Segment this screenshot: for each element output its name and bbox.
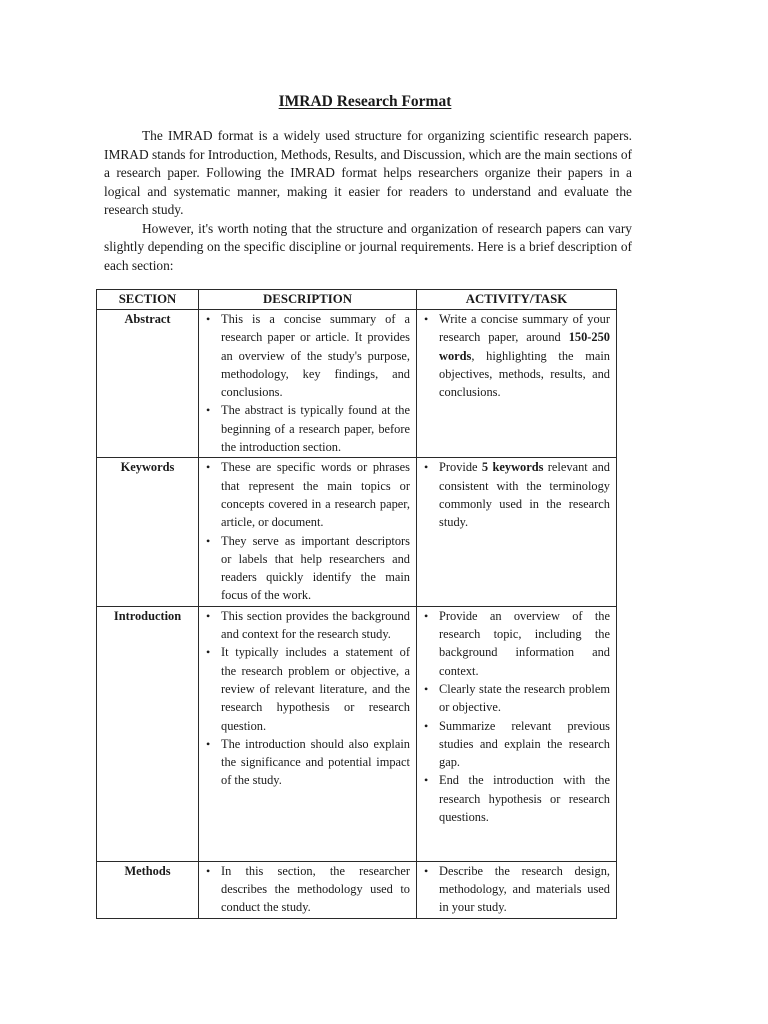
description-item: • These are specific words or phrases that represent the main topics or concepts covered in a research paper, article, or document. [206,460,410,530]
description-cell [199,606,417,861]
activity-item: • Summarize relevant previous studies and explain the research gap. [424,718,610,770]
imrad-table [96,289,617,919]
header-activity: ACTIVITY/TASK [417,290,617,310]
description-item: • It typically includes a statement of the research problem or objective, a review of relevant literature, and the research hypothesis or research question. [206,645,410,733]
description-item: • They serve as important descriptors or labels that help researchers and readers quickly identify the main focus of the work. [206,533,410,603]
table-header-row [97,290,617,310]
activity-item: • Clearly state the research problem or objective. [424,681,610,715]
bullet-icon: • [206,312,211,326]
bullet-icon: • [206,863,211,878]
activity-cell [417,310,617,458]
table-row [97,606,617,861]
bullet-icon: • [424,460,429,475]
section-name: Methods [97,861,199,918]
section-name: Keywords [97,458,199,606]
activity-cell [417,861,617,918]
description-item: • In this section, the researcher describes the methodology used to conduct the study. [206,863,410,915]
intro-paragraph: The IMRAD format is a widely used structure for organizing scientific research papers. IMRAD stands for Introduction, Methods, Results, and Discussion, which are the main sections of a research paper. Following the IMRAD format helps researchers organize their papers in a logical and systematic manner, making it easier for readers to understand and evaluate the research study. [104,128,632,217]
description-cell [199,310,417,458]
description-item: • The abstract is typically found at the beginning of a research paper, before the introduction section. [206,403,410,455]
bullet-icon: • [424,608,429,623]
bullet-icon: • [424,312,429,326]
description-cell [199,861,417,918]
bullet-icon: • [424,773,429,788]
description-item: • This section provides the background and context for the research study. [206,608,410,642]
bullet-icon: • [206,736,211,751]
header-description: DESCRIPTION [199,290,417,310]
bullet-icon: • [424,718,429,733]
description-item: • The introduction should also explain the significance and potential impact of the study. [206,736,410,788]
section-name: Abstract [97,310,199,458]
header-section: SECTION [97,290,199,310]
table-row [97,310,617,458]
bullet-icon: • [206,460,211,475]
description-cell [199,458,417,606]
intro-paragraph: However, it's worth noting that the structure and organization of research papers can vary slightly depending on the specific discipline or journal requirements. Here is a brief description of each section: [104,220,632,273]
section-name: Introduction [97,606,199,861]
description-item: • This is a concise summary of a research paper or article. It provides an overview of the study's purpose, methodology, key findings, and conclusions. [206,312,410,400]
activity-cell [417,458,617,606]
page-title: IMRAD Research Format [278,93,452,110]
bullet-icon: • [206,645,211,660]
activity-item: • Provide an overview of the research topic, including the background information and context. [424,608,610,678]
bullet-icon: • [424,681,429,696]
table-row [97,458,617,606]
bullet-icon: • [206,403,211,418]
activity-item: • Describe the research design, methodology, and materials used in your study. [424,863,610,915]
intro-text [104,127,632,275]
activity-cell [417,606,617,861]
activity-item: • Write a concise summary of your research paper, around 150-250 words, highlighting the main objectives, methods, results, and conclusions. [424,312,610,400]
bullet-icon: • [206,533,211,548]
activity-item: • Provide 5 keywords relevant and consistent with the terminology commonly used in the research study. [424,460,610,530]
table-row [97,861,617,918]
bullet-icon: • [424,863,429,878]
activity-item: • End the introduction with the research hypothesis or research questions. [424,773,610,825]
bullet-icon: • [206,608,211,623]
